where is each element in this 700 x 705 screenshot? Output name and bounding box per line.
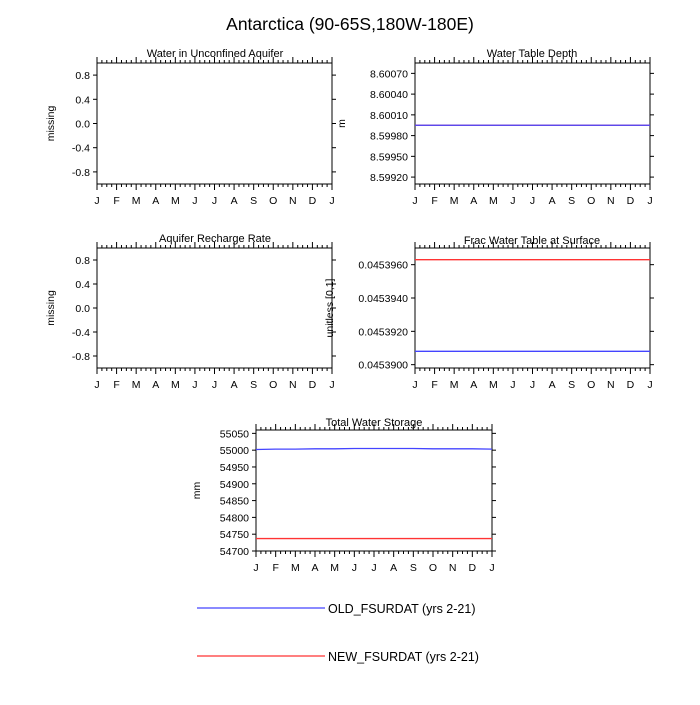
panel-1-ytick-label: -0.8 bbox=[71, 166, 90, 179]
panel-1-xtick-label: D bbox=[308, 195, 317, 207]
panel-4-ytick-label: 0.0453960 bbox=[358, 259, 408, 272]
panel-3-xtick-label: M bbox=[170, 379, 180, 391]
panel-2-xtick-label: S bbox=[568, 195, 576, 207]
panel-5-ytick-label: 55050 bbox=[219, 428, 249, 441]
figure-title: Antarctica (90-65S,180W-180E) bbox=[226, 14, 474, 34]
panel-2-xtick-label: M bbox=[449, 195, 459, 207]
panel-5-xtick-label: A bbox=[390, 562, 398, 574]
panel-3-xtick-label: F bbox=[113, 379, 120, 391]
panel-4-xtick-label: M bbox=[449, 379, 459, 391]
panel-2-xtick-label: A bbox=[470, 195, 478, 207]
panel-1-xtick-label: J bbox=[94, 195, 100, 207]
panel-4-xtick-label: F bbox=[431, 379, 438, 391]
panel-1-xtick-label: S bbox=[250, 195, 258, 207]
panel-2-xtick-label: D bbox=[626, 195, 635, 207]
panel-3-ytick-label: -0.4 bbox=[71, 327, 90, 339]
panel-2-ytick-label: 8.60010 bbox=[370, 109, 408, 122]
panel-5-ytick-label: 54800 bbox=[219, 512, 249, 525]
panel-1-title: Water in Unconfined Aquifer bbox=[146, 48, 284, 60]
panel-1-xtick-label: J bbox=[192, 195, 198, 207]
panel-3-ytick-label: 0.0 bbox=[75, 303, 90, 315]
panel-1-ytick-label: 0.0 bbox=[75, 118, 90, 131]
panel-5-xtick-label: D bbox=[468, 562, 477, 574]
panel-2-ylabel: m bbox=[336, 119, 348, 128]
panel-4-xtick-label: O bbox=[587, 379, 596, 391]
panel-2-ytick-label: 8.60070 bbox=[370, 68, 408, 81]
panel-1-xtick-label: F bbox=[113, 195, 120, 207]
panel-5-xtick-label: M bbox=[290, 562, 300, 574]
panel-3-ytick-label: 0.4 bbox=[75, 279, 90, 291]
panel-1-xtick-label: J bbox=[211, 195, 218, 207]
panel-4-xtick-label: J bbox=[510, 379, 516, 391]
panel-1-xtick-label: M bbox=[170, 195, 180, 207]
panel-4-ylabel: unitless [0,1] bbox=[324, 278, 336, 338]
panel-3-ylabel: missing bbox=[45, 290, 57, 326]
panel-3-xtick-label: J bbox=[329, 379, 335, 391]
panel-1-ytick-label: 0.4 bbox=[75, 94, 90, 107]
panel-4-xtick-label: N bbox=[607, 379, 615, 391]
panel-1-xtick-label: A bbox=[152, 195, 160, 207]
panel-5-ylabel: mm bbox=[191, 481, 203, 500]
panel-5-title: Total Water Storage bbox=[325, 417, 423, 429]
panel-2-ytick-label: 8.59980 bbox=[370, 130, 408, 143]
panel-4-xtick-label: D bbox=[626, 379, 635, 391]
panel-4-ytick-label: 0.0453940 bbox=[358, 293, 408, 305]
legend-1-label: OLD_FSURDAT (yrs 2-21) bbox=[328, 602, 476, 616]
panel-3-frame bbox=[97, 248, 332, 368]
panel-1-ytick-label: -0.4 bbox=[71, 142, 90, 155]
panel-1-xtick-label: M bbox=[131, 195, 141, 207]
panel-4-frame bbox=[415, 248, 650, 368]
panel-2-frame bbox=[415, 63, 650, 184]
panel-3-title: Aquifer Recharge Rate bbox=[159, 233, 271, 245]
panel-5-ytick-label: 55000 bbox=[219, 445, 249, 458]
panel-2-ytick-label: 8.59950 bbox=[370, 151, 408, 164]
panel-4-xtick-label: J bbox=[529, 379, 536, 391]
panel-2-xtick-label: F bbox=[431, 195, 438, 207]
panel-3-xtick-label: A bbox=[230, 379, 238, 391]
panel-1-xtick-label: N bbox=[289, 195, 297, 207]
panel-4-ytick-label: 0.0453920 bbox=[358, 326, 408, 339]
panel-3-xtick-label: J bbox=[94, 379, 100, 391]
panel-2-xtick-label: J bbox=[510, 195, 516, 207]
panel-4-xtick-label: M bbox=[488, 379, 498, 391]
panel-2-xtick-label: O bbox=[587, 195, 596, 207]
panel-3-ytick-label: -0.8 bbox=[71, 351, 90, 363]
panel-5-xtick-label: S bbox=[409, 562, 417, 574]
panel-5-xtick-label: M bbox=[330, 562, 340, 574]
panel-2-xtick-label: J bbox=[412, 195, 418, 207]
panel-5-xtick-label: J bbox=[253, 562, 259, 574]
panel-5-ytick-label: 54950 bbox=[219, 461, 249, 474]
panel-4-xtick-label: J bbox=[647, 379, 653, 391]
panel-2-ytick-label: 8.59920 bbox=[370, 172, 408, 185]
panel-5-xtick-label: O bbox=[428, 562, 438, 574]
panel-2-ytick-label: 8.60040 bbox=[370, 89, 408, 102]
panel-5-xtick-label: J bbox=[371, 562, 377, 574]
panel-5-ytick-label: 54850 bbox=[219, 495, 249, 508]
panel-3-xtick-label: A bbox=[152, 379, 160, 391]
panel-1-xtick-label: O bbox=[269, 195, 278, 207]
panel-3-xtick-label: S bbox=[250, 379, 258, 391]
panel-3-xtick-label: N bbox=[289, 379, 297, 391]
panel-4-xtick-label: A bbox=[470, 379, 478, 391]
legend-2-label: NEW_FSURDAT (yrs 2-21) bbox=[328, 650, 479, 664]
panel-3-xtick-label: D bbox=[308, 379, 317, 391]
panel-2-xtick-label: M bbox=[488, 195, 498, 207]
panel-1-ytick-label: 0.8 bbox=[75, 70, 90, 83]
panel-5-xtick-label: F bbox=[272, 562, 279, 574]
panel-1-xtick-label: A bbox=[230, 195, 238, 207]
panel-4-ytick-label: 0.0453900 bbox=[358, 359, 408, 372]
panel-1-ylabel: missing bbox=[45, 105, 57, 142]
panel-5-series-1-line bbox=[256, 448, 492, 449]
panel-4-title: Frac Water Table at Surface bbox=[463, 235, 601, 247]
panel-3-ytick-label: 0.8 bbox=[75, 255, 90, 267]
panel-2-title: Water Table Depth bbox=[486, 48, 578, 60]
panel-5-ytick-label: 54750 bbox=[219, 529, 249, 542]
panel-5-ytick-label: 54700 bbox=[219, 546, 249, 558]
panel-2-xtick-label: A bbox=[548, 195, 556, 207]
panel-2-xtick-label: J bbox=[529, 195, 536, 207]
panel-4-xtick-label: J bbox=[412, 379, 418, 391]
panel-5-ytick-label: 54900 bbox=[219, 478, 249, 491]
panel-1-xtick-label: J bbox=[329, 195, 335, 207]
panel-3-xtick-label: M bbox=[131, 379, 141, 391]
panel-5-xtick-label: N bbox=[448, 562, 457, 574]
panel-3-xtick-label: J bbox=[192, 379, 198, 391]
panel-5-xtick-label: J bbox=[351, 562, 357, 574]
panel-3-xtick-label: O bbox=[269, 379, 278, 391]
panel-4-xtick-label: S bbox=[568, 379, 576, 391]
panel-2-xtick-label: N bbox=[607, 195, 615, 207]
panel-1-frame bbox=[97, 63, 332, 184]
panel-5-xtick-label: J bbox=[489, 562, 495, 574]
panel-3-xtick-label: J bbox=[211, 379, 218, 391]
panel-5-xtick-label: A bbox=[311, 562, 319, 574]
panel-4-xtick-label: A bbox=[548, 379, 556, 391]
panel-2-xtick-label: J bbox=[647, 195, 653, 207]
